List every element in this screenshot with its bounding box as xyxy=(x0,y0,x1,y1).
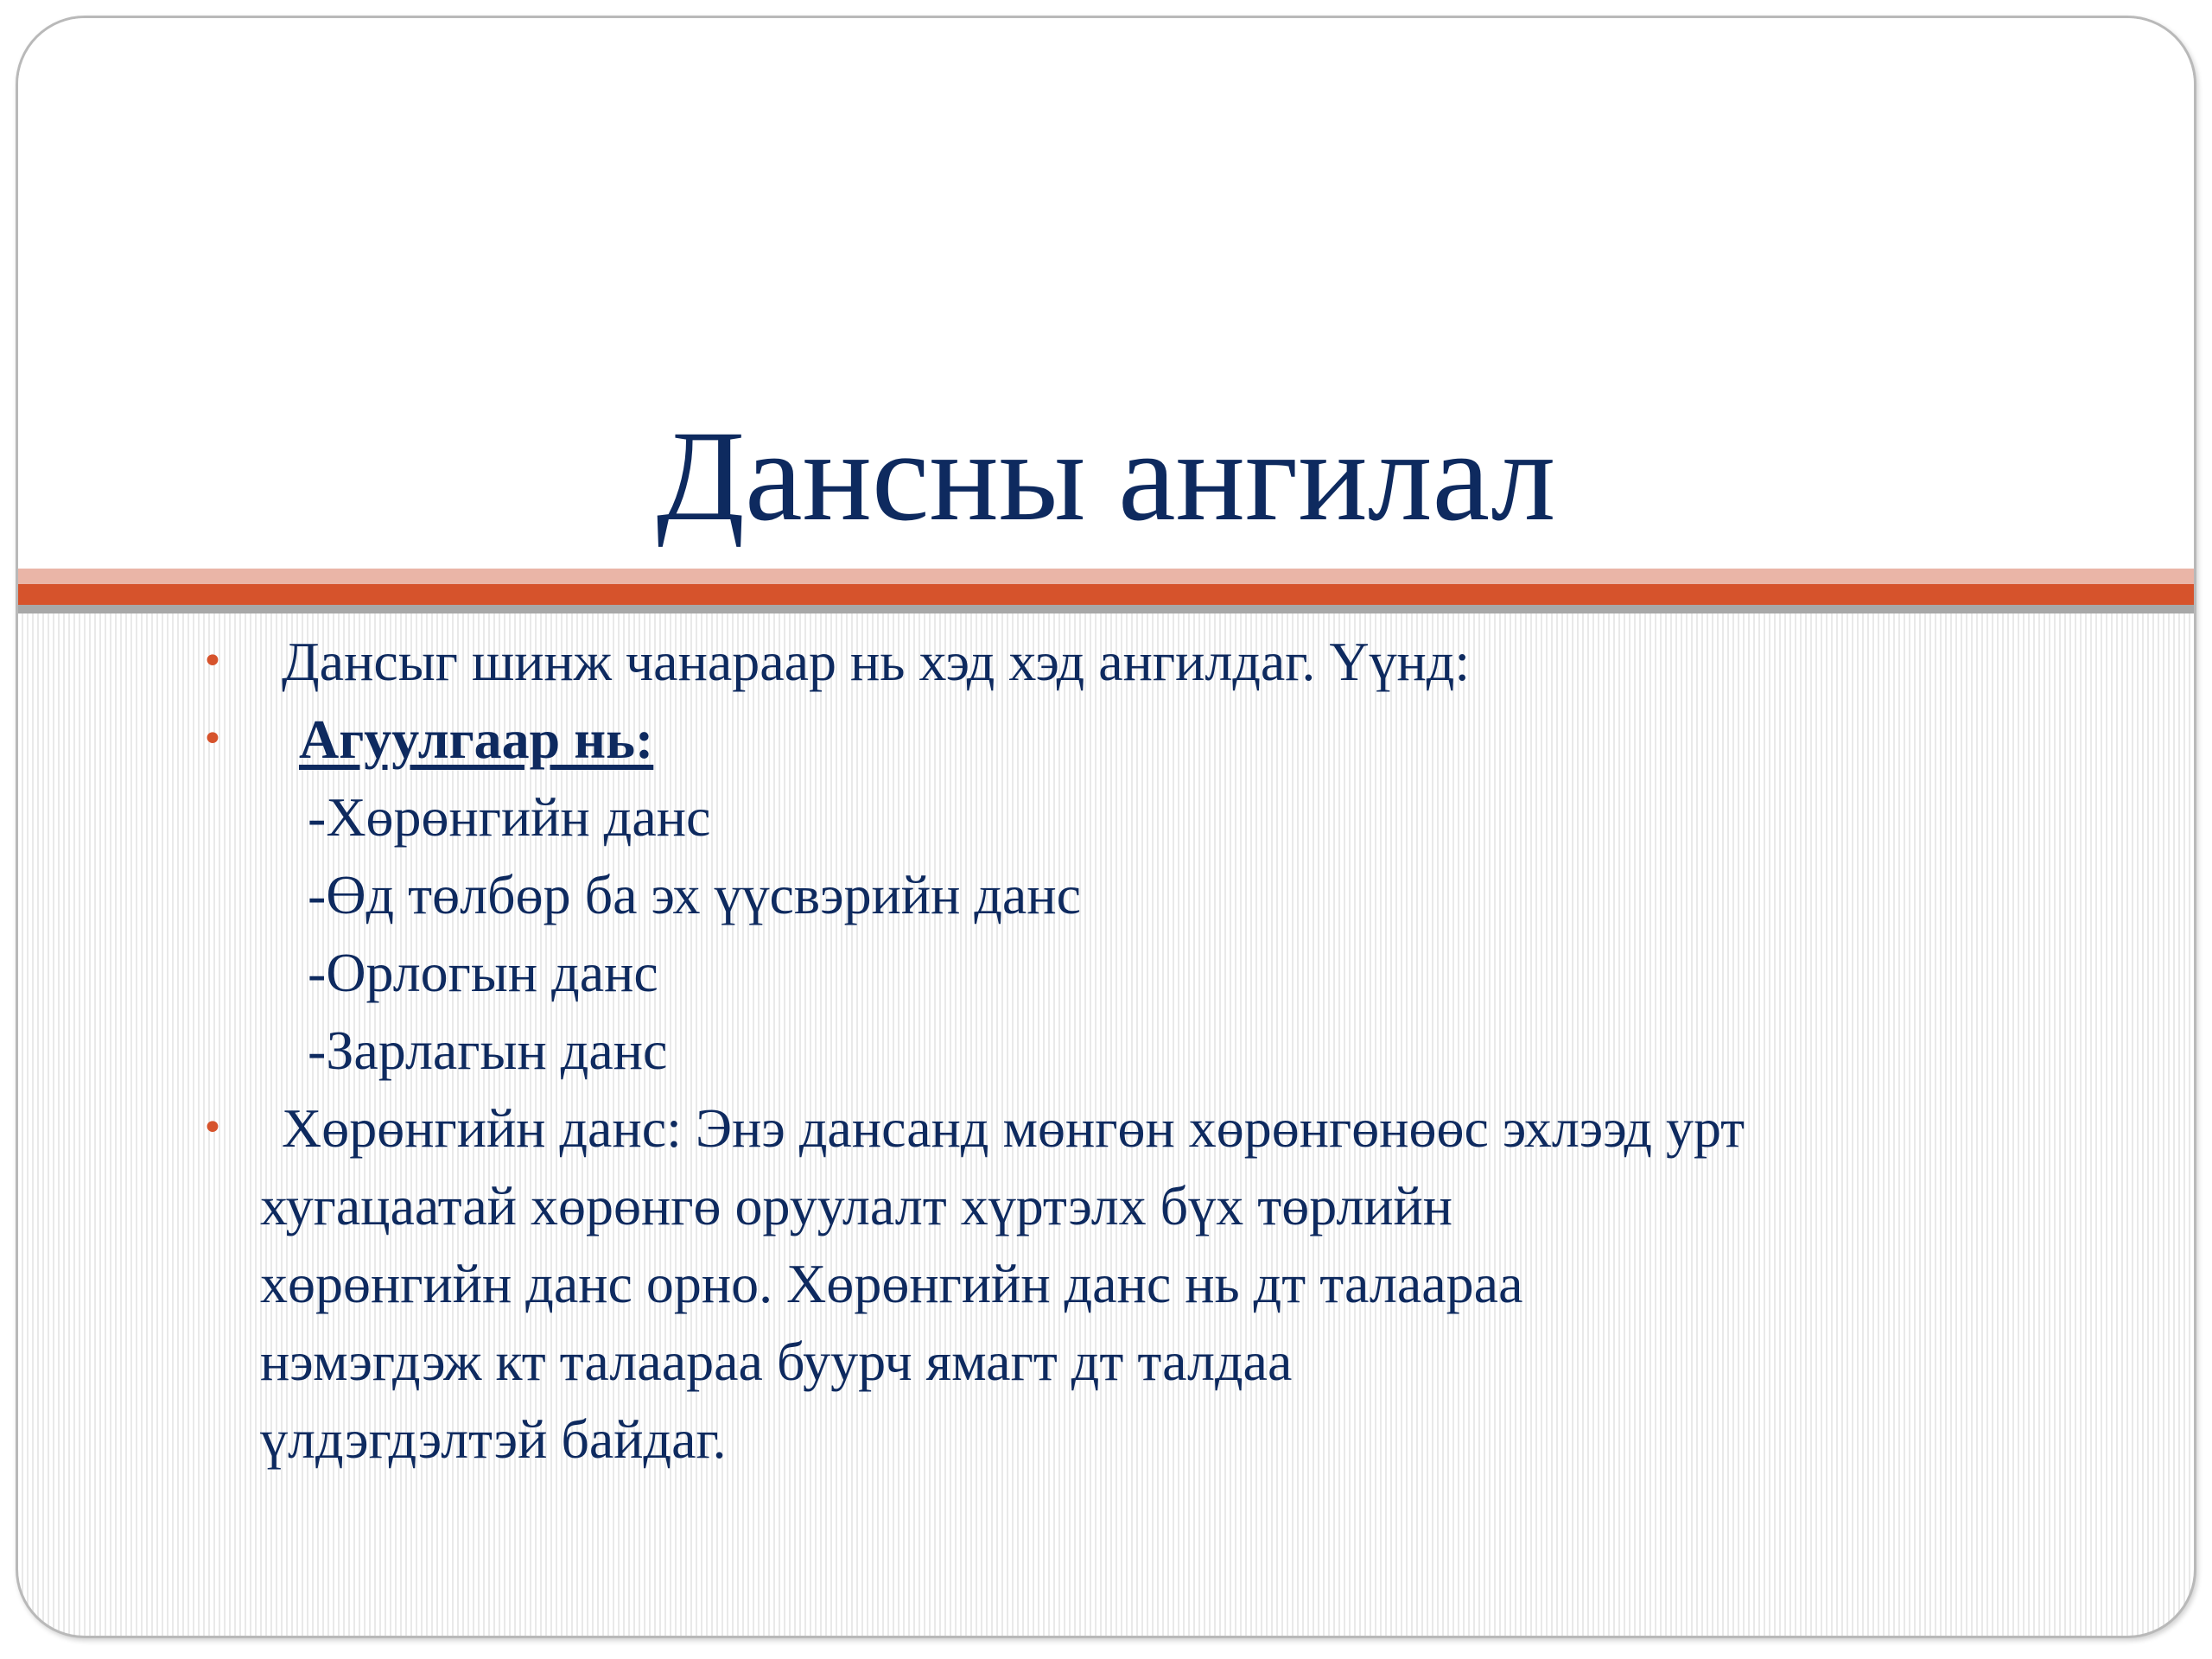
title-area xyxy=(18,18,2194,571)
paragraph-line: хугацаатай хөрөнгө оруулалт хүртэлх бүх төрлийн xyxy=(260,1175,1453,1236)
sub-item: -Өд төлбөр ба эх үүсвэрийн данс xyxy=(308,864,1081,925)
sub-item: -Орлогын данс xyxy=(308,942,658,1003)
paragraph-line: хөрөнгийн данс орно. Хөрөнгийн данс нь дт талаараа xyxy=(260,1253,1523,1314)
bullet-text: Дансыг шинж чанараар нь хэд хэд ангилдаг. Үүнд: xyxy=(282,631,1471,692)
slide-title: Дансны ангилал xyxy=(656,404,1556,548)
accent-band-shadow xyxy=(18,605,2194,613)
slide xyxy=(16,16,2196,1638)
accent-band-light xyxy=(18,569,2194,584)
accent-band xyxy=(18,584,2194,605)
bullet-marker: • xyxy=(201,639,224,683)
sub-item: -Зарлагын данс xyxy=(308,1020,668,1081)
bullet-heading: Агуулгаар нь: xyxy=(299,709,654,770)
paragraph-line: Хөрөнгийн данс: Энэ дансанд мөнгөн хөрөнгөнөөс эхлээд урт xyxy=(282,1097,1745,1159)
paragraph-line: нэмэгдэж кт талаараа буурч ямагт дт талдаа xyxy=(260,1331,1293,1392)
paragraph-line: үлдэгдэлтэй байдаг. xyxy=(260,1408,727,1470)
sub-item: -Хөрөнгийн данс xyxy=(308,786,711,848)
bullet-marker: • xyxy=(201,1106,224,1150)
bullet-marker: • xyxy=(201,717,224,761)
